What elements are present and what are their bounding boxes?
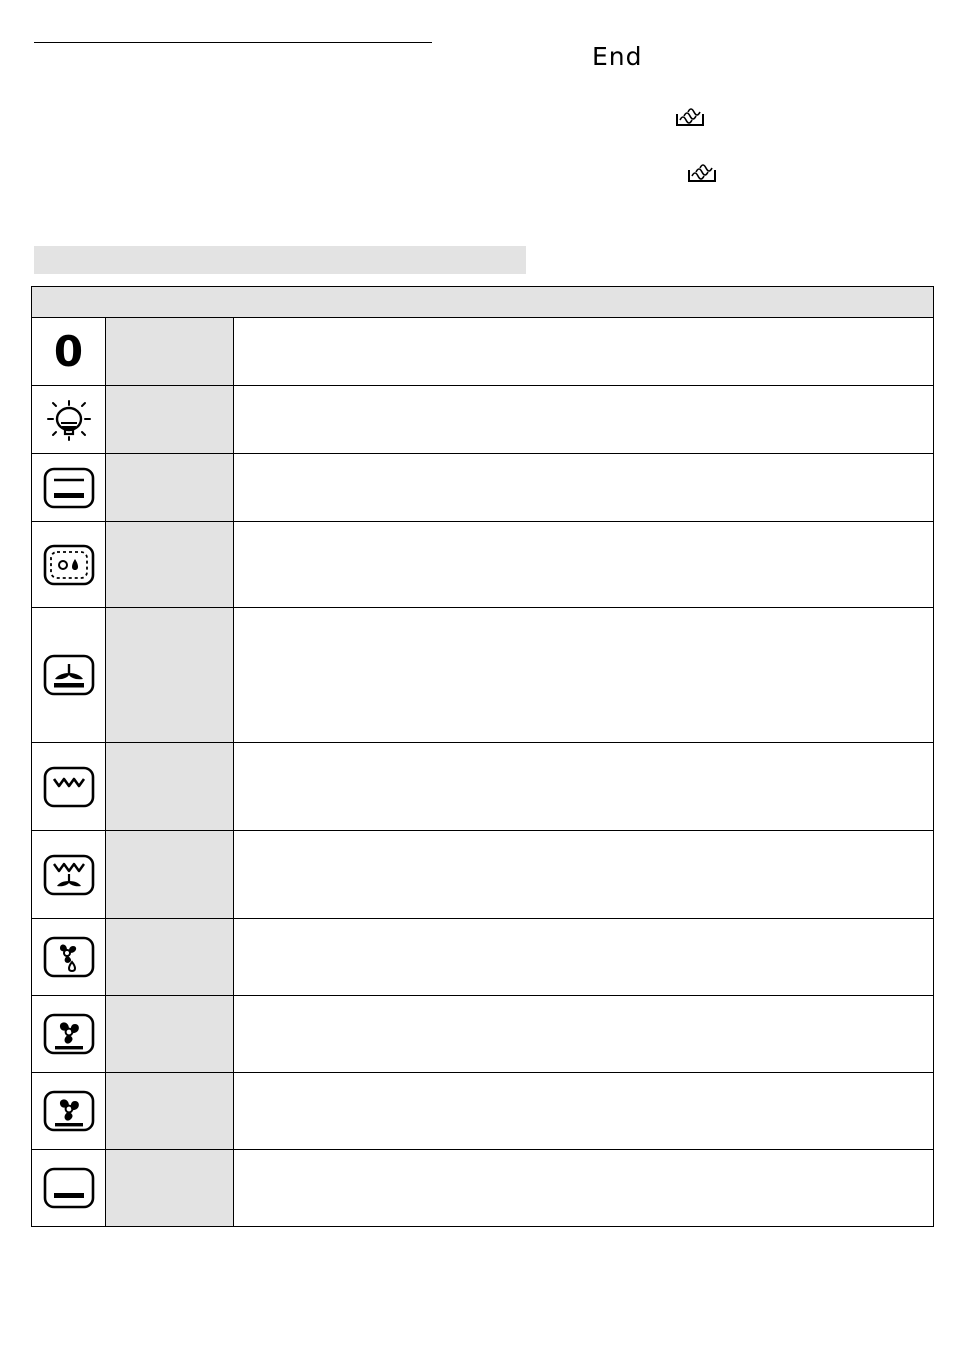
table-row xyxy=(32,1150,934,1227)
table-row xyxy=(32,831,934,919)
mode-icon-cell xyxy=(32,1073,106,1150)
table-header-cell xyxy=(32,287,934,318)
mode-name-cell xyxy=(106,919,234,996)
table-row xyxy=(32,996,934,1073)
table-row xyxy=(32,522,934,608)
table-row xyxy=(32,1073,934,1150)
mode-desc-cell xyxy=(234,454,934,522)
mode-desc-cell xyxy=(234,608,934,743)
mode-icon-cell xyxy=(32,743,106,831)
mode-icon-cell xyxy=(32,318,106,386)
mode-desc-cell xyxy=(234,919,934,996)
circulated-air-icon xyxy=(40,1085,98,1137)
mode-icon-cell xyxy=(32,454,106,522)
mode-desc-cell xyxy=(234,1073,934,1150)
mode-desc-cell xyxy=(234,522,934,608)
header-rule xyxy=(34,42,432,43)
mode-name-cell xyxy=(106,831,234,919)
mode-desc-cell xyxy=(234,996,934,1073)
mode-icon-cell xyxy=(32,996,106,1073)
mode-name-cell xyxy=(106,1150,234,1227)
table-row xyxy=(32,743,934,831)
full-width-grill-icon xyxy=(40,762,98,812)
hot-air-eco-icon xyxy=(40,1008,98,1060)
end-label: End xyxy=(592,42,643,71)
mode-name-cell xyxy=(106,1073,234,1150)
table-row xyxy=(32,386,934,454)
mode-icon-cell xyxy=(32,386,106,454)
mode-name-cell xyxy=(106,608,234,743)
mode-icon-cell xyxy=(32,919,106,996)
oven-lamp-icon xyxy=(39,395,99,445)
table-header-row xyxy=(32,287,934,318)
table-row xyxy=(32,608,934,743)
mode-desc-cell xyxy=(234,743,934,831)
mode-name-cell xyxy=(106,386,234,454)
section-title-band xyxy=(34,246,526,274)
mode-name-cell xyxy=(106,454,234,522)
bottom-heat-fan-icon xyxy=(40,649,98,701)
table-row xyxy=(32,454,934,522)
mode-icon-cell xyxy=(32,831,106,919)
grill-with-fan-icon xyxy=(40,850,98,900)
table-row xyxy=(32,919,934,996)
mode-name-cell xyxy=(106,522,234,608)
zero-off-icon: 0 xyxy=(53,326,84,376)
mode-name-cell xyxy=(106,996,234,1073)
mode-desc-cell xyxy=(234,318,934,386)
heating-modes-table xyxy=(31,286,933,1227)
mode-name-cell xyxy=(106,318,234,386)
residual-heat-icon xyxy=(672,100,710,130)
mode-icon-cell xyxy=(32,1150,106,1227)
page-header-area xyxy=(0,0,964,240)
mode-desc-cell xyxy=(234,386,934,454)
bottom-heat-icon xyxy=(40,1163,98,1213)
top-bottom-heat-icon xyxy=(40,463,98,513)
table-row xyxy=(32,318,934,386)
mode-desc-cell xyxy=(234,831,934,919)
hot-air-gentle-icon xyxy=(40,931,98,983)
mode-desc-cell xyxy=(234,1150,934,1227)
residual-heat-icon xyxy=(684,156,722,186)
mode-name-cell xyxy=(106,743,234,831)
mode-icon-cell xyxy=(32,522,106,608)
steam-assist-icon xyxy=(40,539,98,591)
mode-icon-cell xyxy=(32,608,106,743)
